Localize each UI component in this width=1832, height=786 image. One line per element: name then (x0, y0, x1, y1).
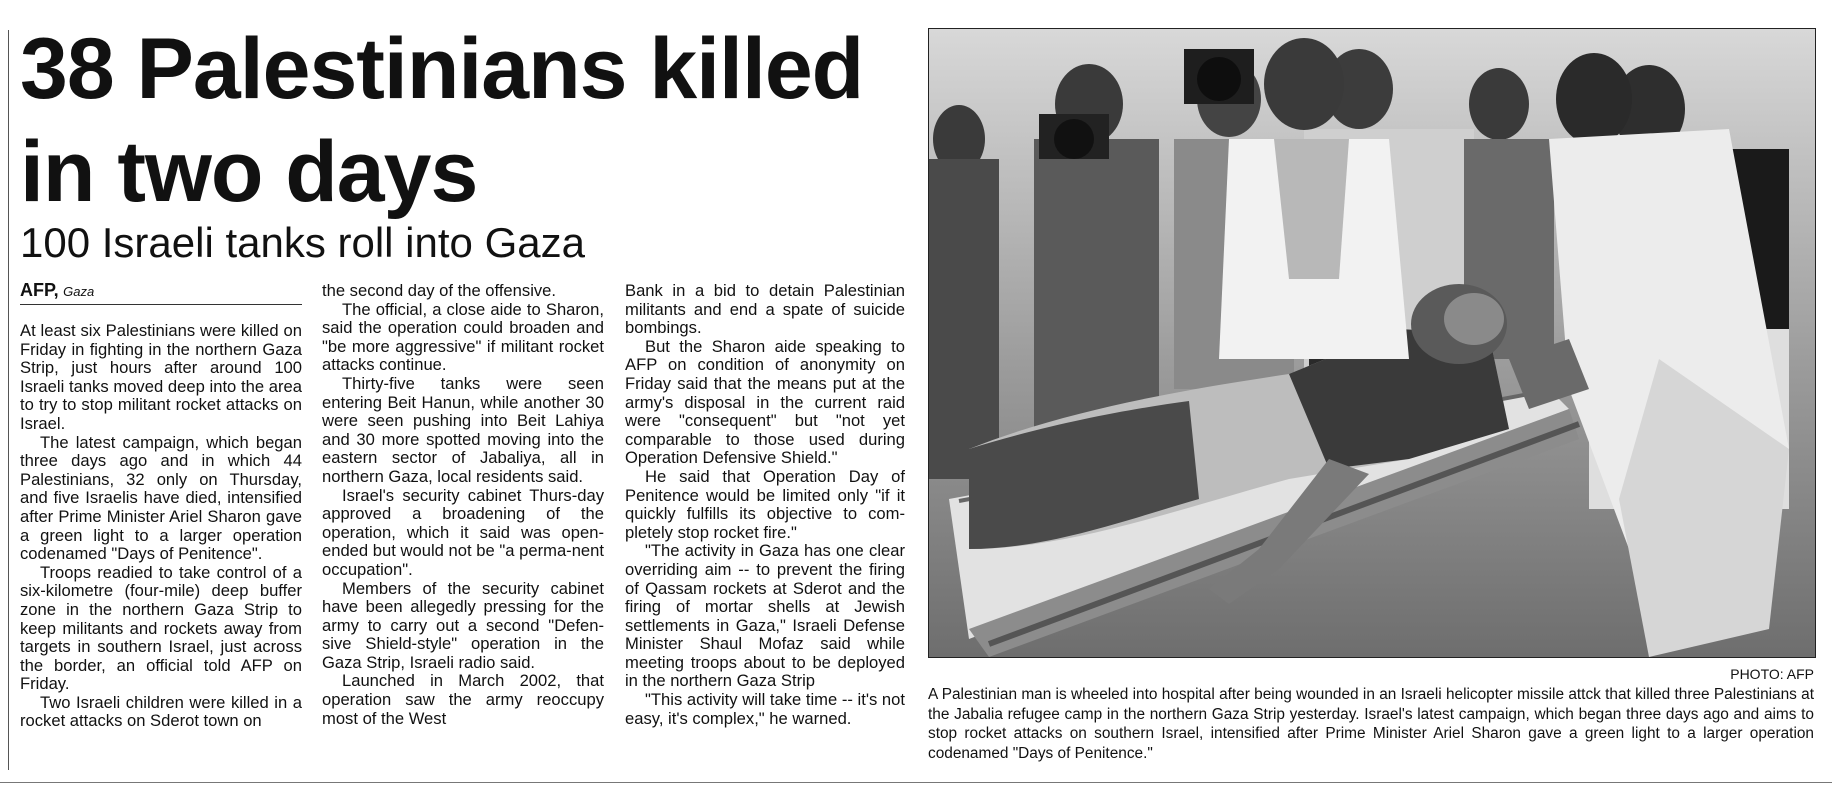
paragraph: Troops readied to take control of a six-kilometre (four-mile) deep buffer zone in the northern Gaza Strip to keep militants and rockets away from targets in southern Israel, just across the border, an official told AFP on Friday. (20, 562, 302, 694)
bottom-rule (0, 782, 1832, 783)
paragraph: Members of the security cabinet have been allegedly pressing for the army to carry out a second "Defen-sive Shield-style" operation in the Gaza Strip, Israeli radio said. (322, 578, 604, 672)
paragraph: Thirty-five tanks were seen entering Beit Hanun, while another 30 were seen pushing into Beit Lahiya and 30 more spotted moving into the eastern sector of Jabaliya, all in northern Gaza, local residents said. (322, 373, 604, 486)
photo-credit: PHOTO: AFP (1730, 666, 1814, 682)
paragraph: Israel's security cabinet Thurs-day approved a broadening of the operation, which it said was open-ended but would not be "a perma-nent occupation". (322, 485, 604, 579)
news-photo (928, 28, 1816, 658)
article-column-3 (625, 282, 905, 728)
paragraph: The latest campaign, which began three days ago and in which 44 Palestinians, 32 only on Thursday, and five Israelis have died, intensified after Prime Minister Ariel Sharon gave a green light to a larger operation codenamed "Days of Penitence". (20, 432, 302, 564)
left-column-rule (8, 30, 9, 770)
paragraph: "This activity will take time -- it's not easy, it's complex," he warned. (625, 690, 905, 728)
paragraph: Two Israeli children were killed in a rocket attacks on Sderot town on (20, 692, 302, 731)
article-column-2 (322, 282, 604, 728)
paragraph: "The activity in Gaza has one clear overriding aim -- to prevent the firing of Qassam rockets at Sderot and the firing of mortar shells at Jewish settlements in Gaza," Israeli Defense Minister Shaul Mofaz said while meeting troops about to be deployed in the northern Gaza Strip (625, 541, 905, 691)
byline (20, 280, 302, 305)
paragraph: The official, a close aide to Sharon, said the operation could broaden and "be more aggressive" if militant rocket attacks continue. (322, 299, 604, 375)
byline-place: Gaza (63, 284, 95, 299)
article-column-1 (20, 322, 302, 731)
photo-illustration (929, 29, 1815, 657)
paragraph: the second day of the offensive. (322, 281, 557, 300)
paragraph: At least six Palestinians were killed on Friday in fighting in the northern Gaza Strip, just hours after around 100 Israeli tanks moved deep into the area to try to stop militant rocket attacks on Israel. (20, 321, 302, 433)
paragraph: He said that Operation Day of Penitence would be limited only "if it quickly fulfills its objective to com-pletely stop rocket fire." (625, 466, 905, 542)
photo-caption: A Palestinian man is wheeled into hospital after being wounded in an Israeli helicopter missile attck that killed three Palestinians at the Jabalia refugee camp in the northern Gaza Strip yesterday. Israel's latest campaign, which began three days ago and aims to stop rocket attacks on southern Israel, intensified after Prime Minister Ariel Sharon gave a green light to a larger operation codenamed "Days of Penitence." (928, 686, 1814, 762)
paragraph: Bank in a bid to detain Palestinian militants and end a spate of suicide bombings. (625, 281, 905, 338)
subheadline: 100 Israeli tanks roll into Gaza (20, 219, 585, 266)
headline: 38 Palestinians killed in two days (20, 21, 864, 220)
paragraph: Launched in March 2002, that operation saw the army reoccupy most of the West (322, 671, 604, 728)
paragraph: But the Sharon aide speaking to AFP on condition of anonymity on Friday said that the means put at the army's disposal in the current raid were "consequent" but "not yet comparable to those used during Operation Defensive Shield." (625, 336, 905, 468)
byline-agency: AFP, (20, 280, 59, 300)
